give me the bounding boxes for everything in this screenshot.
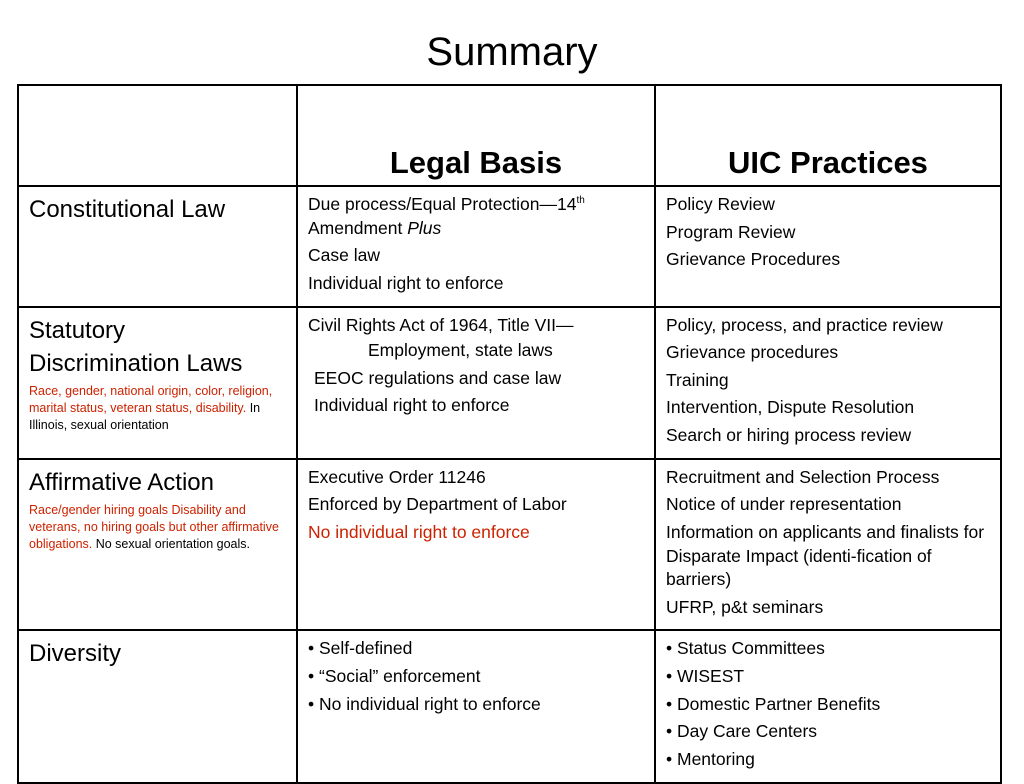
practice-item: UFRP, p&t seminars [666, 596, 824, 617]
row-diversity [18, 630, 1001, 782]
summary-table [17, 84, 1002, 784]
legal-basis-line: Individual right to enforce [314, 395, 510, 416]
practice-item: Program Review [666, 221, 796, 242]
header-legal-basis: Legal Basis [297, 85, 655, 186]
practice-item: Intervention, Dispute Resolution [666, 397, 915, 418]
category-label: Statutory Discrimination Laws [29, 316, 243, 377]
legal-basis-line: Executive Order 11246 [308, 466, 486, 487]
slide-title: Summary [426, 30, 598, 74]
practice-item: • Status Committees [666, 638, 825, 659]
legal-basis-line: Individual right to enforce [308, 272, 504, 293]
practice-item: • WISEST [666, 666, 745, 686]
header-row [18, 85, 1001, 186]
legal-basis-line: Civil Rights Act of 1964, Title VII— [308, 314, 574, 335]
row-affirmative-action [18, 459, 1001, 631]
row-constitutional-law [18, 186, 1001, 307]
row-statutory-discrimination [18, 307, 1001, 459]
practices-cell [655, 630, 1001, 782]
practices-cell [655, 307, 1001, 459]
practice-item: Recruitment and Selection Process [666, 466, 940, 487]
practice-item: Policy Review [666, 194, 775, 214]
practice-item: Notice of under representation [666, 494, 902, 515]
practice-item: Training [666, 369, 729, 390]
category-cell [18, 459, 297, 631]
practices-cell [655, 186, 1001, 307]
legal-basis-cell [297, 307, 655, 459]
legal-basis-cell [297, 630, 655, 782]
legal-basis-line: • No individual right to enforce [308, 693, 541, 714]
legal-basis-line: • Self-defined [308, 638, 413, 659]
legal-basis-line: No individual right to enforce [308, 521, 530, 542]
practice-item: • Mentoring [666, 748, 755, 769]
category-cell [18, 307, 297, 459]
legal-basis-line: Employment, state laws [368, 340, 553, 361]
category-label: Affirmative Action [29, 468, 214, 496]
practice-item: Policy, process, and practice review [666, 314, 943, 335]
practice-item: • Day Care Centers [666, 721, 818, 742]
header-uic-practices: UIC Practices [655, 85, 1001, 186]
legal-basis-cell [297, 186, 655, 307]
practice-item: • Domestic Partner Benefits [666, 693, 881, 714]
category-note: Race, gender, national origin, color, religion, marital status, veteran status, disability. In Illinois, sexual orientation [29, 383, 273, 433]
legal-basis-cell [297, 459, 655, 631]
practice-item: Information on applicants and finalists for Disparate Impact (identi-fication of barriers) [666, 521, 985, 590]
legal-basis-line: Enforced by Department of Labor [308, 494, 567, 515]
category-label: Constitutional Law [29, 196, 226, 223]
category-note: Race/gender hiring goals Disability and veterans, no hiring goals but other affirmative obligations. No sexual orientation goals. [29, 502, 279, 552]
practice-item: Grievance Procedures [666, 249, 841, 270]
category-label: Diversity [29, 640, 122, 668]
practice-item: Grievance procedures [666, 342, 839, 363]
legal-basis-line: Due process/Equal Protection—14th Amendment Plus [308, 194, 585, 238]
category-cell [18, 630, 297, 782]
practices-cell [655, 459, 1001, 631]
legal-basis-line: • “Social” enforcement [308, 666, 481, 686]
legal-basis-line: EEOC regulations and case law [314, 367, 562, 388]
header-category [18, 85, 297, 186]
legal-basis-line: Case law [308, 245, 380, 266]
category-cell [18, 186, 297, 307]
practice-item: Search or hiring process review [666, 425, 912, 445]
